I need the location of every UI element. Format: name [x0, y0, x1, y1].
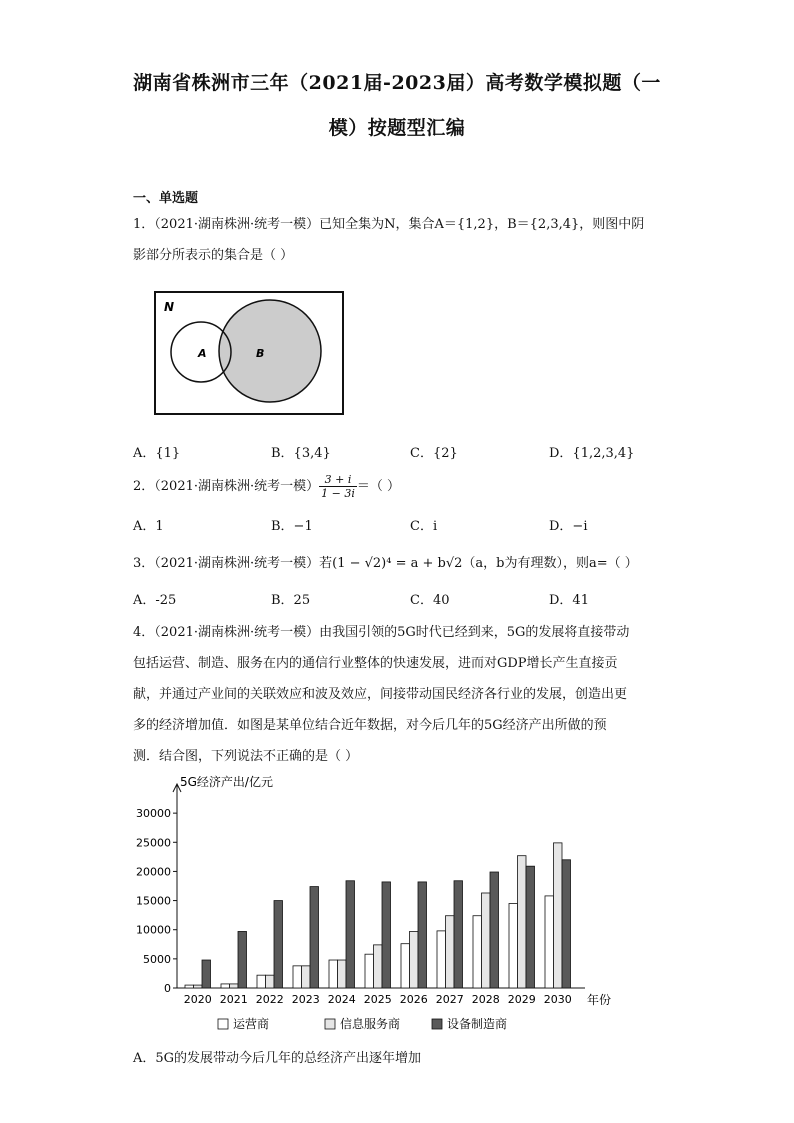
y-axis-label: 5G经济产出/亿元	[180, 775, 273, 789]
bar-设备制造商-2028	[490, 872, 499, 988]
q2-stem	[133, 473, 400, 500]
y-tick-label: 30000	[136, 807, 171, 821]
x-tick-label: 2020	[183, 993, 212, 1006]
set-a-label: A	[198, 347, 207, 360]
bar-信息服务商-2025	[374, 945, 383, 988]
bar-设备制造商-2024	[346, 881, 355, 988]
x-tick-label: 2025	[363, 993, 392, 1006]
x-tick-label: 2030	[543, 993, 572, 1006]
q4-stem-line4: 多的经济增加值．如图是某单位结合近年数据，对今后几年的5G经济产出所做的预	[133, 718, 607, 733]
legend-swatch-信息服务商	[325, 1019, 335, 1029]
q1-option-a: A．{1}	[133, 446, 181, 461]
y-tick-label: 5000	[143, 952, 171, 966]
x-axis-label: 年份	[587, 993, 612, 1007]
q2-option-a: A．1	[133, 519, 164, 534]
bar-运营商-2030	[545, 896, 554, 988]
x-tick-label: 2024	[327, 993, 356, 1006]
bar-信息服务商-2026	[410, 931, 419, 988]
q4-option-a: A．5G的发展带动今后几年的总经济产出逐年增加	[133, 1051, 422, 1066]
bar-信息服务商-2028	[482, 893, 491, 988]
bar-信息服务商-2023	[302, 966, 311, 988]
q2-fraction	[319, 473, 357, 500]
bar-信息服务商-2022	[266, 975, 275, 988]
q3-option-c: C．40	[410, 593, 450, 608]
bar-设备制造商-2026	[418, 882, 427, 988]
y-tick-label: 10000	[136, 923, 171, 937]
legend-label-运营商: 运营商	[233, 1017, 270, 1031]
bar-设备制造商-2021	[238, 931, 247, 988]
q2-prefix: 2．（2021·湖南株洲·统考一模）	[133, 479, 320, 494]
bar-运营商-2026	[401, 944, 410, 988]
bar-信息服务商-2021	[230, 984, 239, 988]
bar-设备制造商-2020	[202, 960, 211, 988]
q4-stem-line1: 4．（2021·湖南株洲·统考一模）由我国引领的5G时代已经到来，5G的发展将直接带动	[133, 625, 630, 640]
q2-option-d: D．−i	[549, 519, 588, 534]
set-b-circle	[219, 300, 321, 402]
bar-设备制造商-2027	[454, 881, 463, 988]
bar-信息服务商-2030	[554, 843, 563, 988]
y-tick-label: 20000	[136, 865, 171, 879]
bar-运营商-2027	[437, 931, 446, 988]
bar-运营商-2022	[257, 975, 266, 988]
x-tick-label: 2021	[219, 993, 248, 1006]
bar-设备制造商-2025	[382, 882, 391, 988]
bar-信息服务商-2029	[518, 856, 527, 988]
q4-stem-line5: 测．结合图，下列说法不正确的是（ ）	[133, 749, 359, 764]
bar-运营商-2021	[221, 984, 230, 988]
legend-label-信息服务商: 信息服务商	[340, 1017, 401, 1031]
document-title-line2: 模）按题型汇编	[328, 117, 466, 139]
venn-diagram	[150, 287, 350, 419]
y-tick-label: 15000	[136, 894, 171, 908]
q1-stem-line1: 1．（2021·湖南株洲·统考一模）已知全集为N，集合A＝{1,2}，B＝{2,3,4}，则图中阴	[133, 217, 645, 232]
q4-stem-line2: 包括运营、制造、服务在内的通信行业整体的快速发展，进而对GDP增长产生直接贡	[133, 656, 618, 671]
bar-信息服务商-2020	[194, 985, 203, 988]
bar-信息服务商-2024	[338, 960, 347, 988]
q3-option-d: D．41	[549, 593, 589, 608]
y-tick-label: 0	[164, 982, 171, 995]
q4-stem-line3: 献，并通过产业间的关联效应和波及效应，间接带动国民经济各行业的发展，创造出更	[133, 687, 628, 702]
q3-option-a: A．-25	[133, 593, 177, 608]
q2-option-b: B．−1	[271, 519, 313, 534]
bar-运营商-2024	[329, 960, 338, 988]
x-tick-label: 2028	[471, 993, 500, 1006]
x-tick-label: 2029	[507, 993, 536, 1006]
bar-chart	[120, 770, 640, 1040]
bar-设备制造商-2029	[526, 866, 535, 988]
q1-option-b: B．{3,4}	[271, 446, 331, 461]
bar-设备制造商-2022	[274, 901, 283, 988]
q2-denominator: 1 − 3i	[321, 487, 355, 500]
bar-运营商-2028	[473, 916, 482, 988]
q3-stem: 3．（2021·湖南株洲·统考一模）若(1 − √2)⁴ = a + b√2（a，b为有理数），则a=（ ）	[133, 556, 638, 571]
legend-swatch-运营商	[218, 1019, 228, 1029]
set-b-label: B	[256, 347, 265, 360]
universe-label: N	[164, 300, 175, 314]
y-tick-label: 25000	[136, 836, 171, 850]
bar-运营商-2023	[293, 966, 302, 988]
q1-stem-line2: 影部分所表示的集合是（ ）	[133, 248, 294, 263]
q1-option-c: C．{2}	[410, 446, 458, 461]
bar-运营商-2020	[185, 985, 194, 988]
x-tick-label: 2027	[435, 993, 464, 1006]
legend-swatch-设备制造商	[432, 1019, 442, 1029]
bar-运营商-2029	[509, 903, 518, 988]
document-title-line1: 湖南省株洲市三年（2021届-2023届）高考数学模拟题（一	[133, 72, 661, 94]
bar-设备制造商-2030	[562, 860, 571, 988]
bar-运营商-2025	[365, 954, 374, 988]
x-tick-label: 2023	[291, 993, 320, 1006]
section-heading: 一、单选题	[133, 191, 199, 206]
x-tick-label: 2026	[399, 993, 428, 1006]
q1-option-d: D．{1,2,3,4}	[549, 446, 635, 461]
legend-label-设备制造商: 设备制造商	[447, 1017, 508, 1031]
q2-option-c: C．i	[410, 519, 438, 534]
bar-设备制造商-2023	[310, 887, 319, 988]
q2-suffix: ＝（ ）	[356, 479, 400, 494]
q2-numerator: 3 + i	[319, 473, 357, 487]
x-tick-label: 2022	[255, 993, 284, 1006]
bar-信息服务商-2027	[446, 916, 455, 988]
q3-option-b: B．25	[271, 593, 311, 608]
